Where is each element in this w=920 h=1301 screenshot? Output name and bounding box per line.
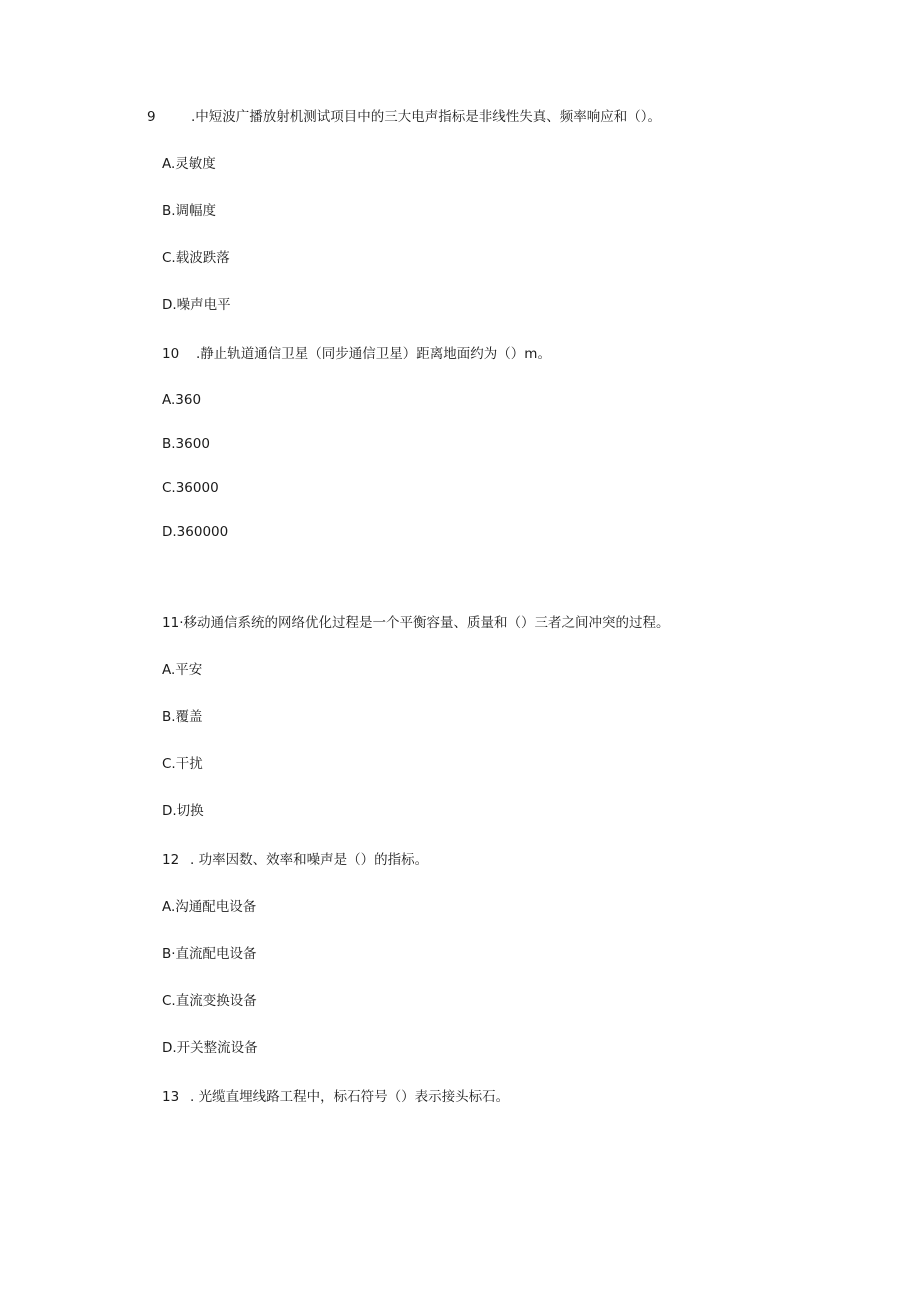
option-d: D.噪声电平 (162, 297, 231, 313)
option-b: B·直流配电设备 (162, 946, 257, 962)
option-c: C.直流变换设备 (162, 993, 257, 1009)
question-stem: .静止轨道通信卫星（同步通信卫星）距离地面约为（）m。 (196, 346, 551, 362)
question-number: 13 (162, 1089, 180, 1105)
question-number: 9 (147, 109, 156, 125)
question-number: 12 (162, 852, 180, 868)
option-c: C.36000 (162, 480, 219, 496)
question-stem: . 功率因数、效率和噪声是（）的指标。 (190, 852, 429, 868)
question-13 (162, 1088, 509, 1106)
option-a: A.沟通配电设备 (162, 899, 257, 915)
option-b: B.调幅度 (162, 203, 217, 219)
question-number: 10 (162, 346, 180, 362)
option-a: A.360 (162, 392, 202, 408)
question-10 (162, 345, 551, 363)
option-d: D.切换 (162, 803, 204, 819)
option-a: A.平安 (162, 662, 203, 678)
question-12 (162, 851, 428, 869)
option-a: A.灵敏度 (162, 156, 216, 172)
option-c: C.载波跌落 (162, 250, 230, 266)
option-c: C.干扰 (162, 756, 203, 772)
option-d: D.360000 (162, 524, 229, 540)
option-b: B.覆盖 (162, 709, 203, 725)
question-9 (147, 108, 661, 126)
question-stem: ·移动通信系统的网络优化过程是一个平衡容量、质量和（）三者之间冲突的过程。 (179, 615, 670, 631)
question-stem: . 光缆直埋线路工程中，标石符号（）表示接头标石。 (190, 1089, 510, 1105)
question-11 (162, 614, 669, 632)
option-d: D.开关整流设备 (162, 1040, 258, 1056)
option-b: B.3600 (162, 436, 210, 452)
question-number: 11 (162, 615, 180, 631)
question-stem: .中短波广播放射机测试项目中的三大电声指标是非线性失真、频率响应和（）。 (191, 109, 662, 125)
